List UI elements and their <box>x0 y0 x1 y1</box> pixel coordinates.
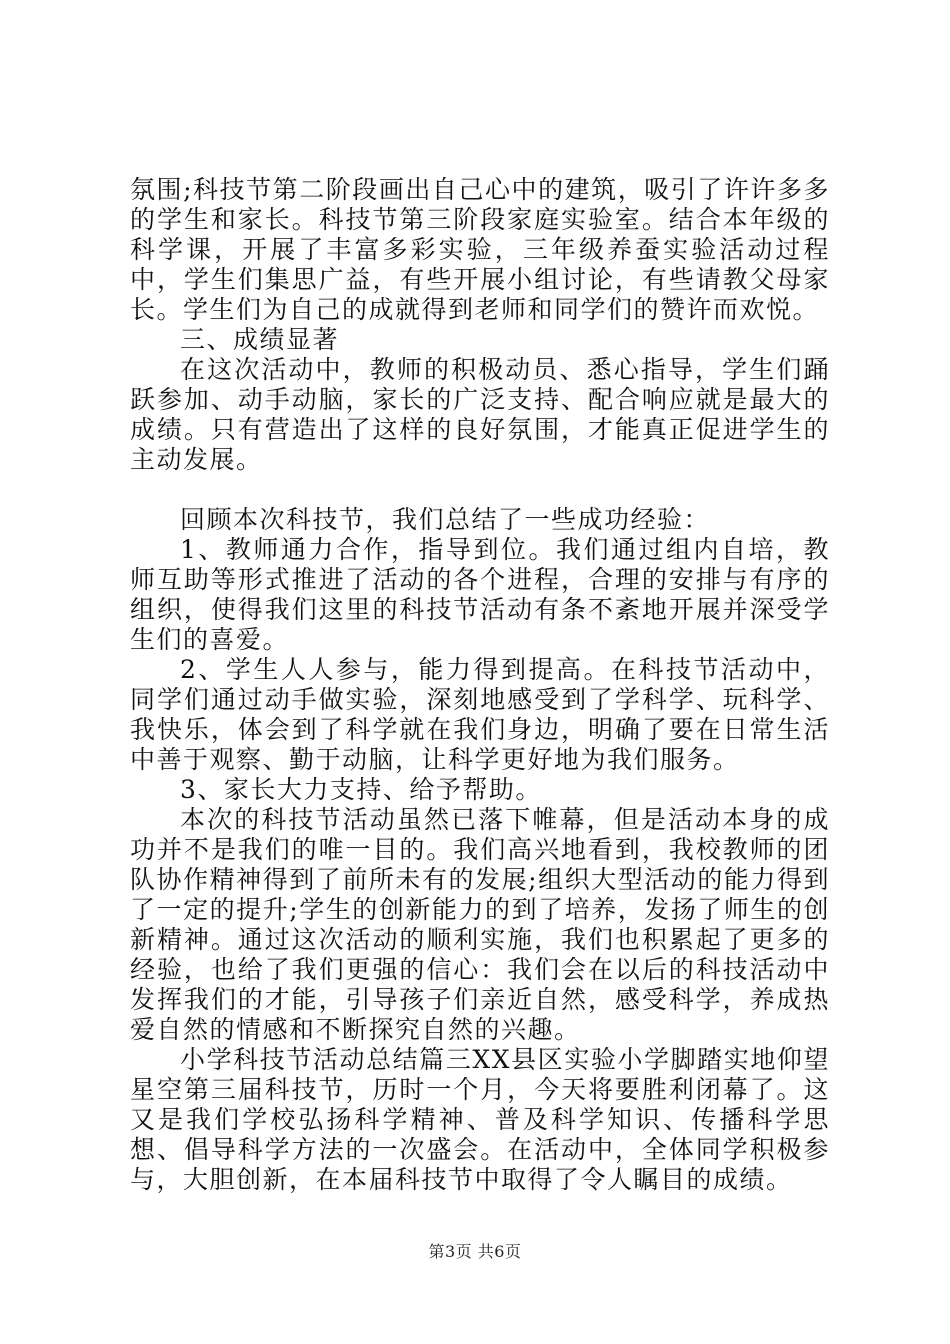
paragraph-experience-1: 1、教师通力合作，指导到位。我们通过组内自培，教师互助等形式推进了活动的各个进程，合理的安排与有序的组织，使得我们这里的科技节活动有条不紊地开展并深受学生们的喜爱。 <box>130 535 830 654</box>
paragraph-experience-2: 2、学生人人参与，能力得到提高。在科技节活动中，同学们通过动手做实验，深刻地感受到了学科学、玩科学、我快乐，体会到了科学就在我们身边，明确了要在日常生活中善于观察、勤于动脑，让科学更好地为我们服务。 <box>130 655 830 774</box>
paragraph-achievements: 在这次活动中，教师的积极动员、悉心指导，学生们踊跃参加、动手动脑，家长的广泛支持、配合响应就是最大的成绩。只有营造出了这样的良好氛围，才能真正促进学生的主动发展。 <box>130 355 830 474</box>
paragraph-experience-3: 3、家长大力支持、给予帮助。 <box>180 775 542 804</box>
page-number-footer: 第3页 共6页 <box>428 1242 522 1261</box>
paragraph-review-intro: 回顾本次科技节，我们总结了一些成功经验： <box>180 505 711 534</box>
document-body <box>130 175 830 1195</box>
section-heading-achievements: 三、成绩显著 <box>180 325 340 354</box>
paragraph-continuation: 氛围;科技节第二阶段画出自己心中的建筑，吸引了许许多多的学生和家长。科技节第三阶段家庭实验室。结合本年级的科学课，开展了丰富多彩实验，三年级养蚕实验活动过程中，学生们集思广益，有些开展小组讨论，有些请教父母家长。学生们为自己的成就得到老师和同学们的赞许而欢悦。 <box>130 175 830 324</box>
paragraph-gap <box>130 475 830 505</box>
paragraph-conclusion: 本次的科技节活动虽然已落下帷幕，但是活动本身的成功并不是我们的唯一目的。我们高兴地看到，我校教师的团队协作精神得到了前所未有的发展;组织大型活动的能力得到了一定的提升;学生的创新能力的到了培养，发扬了师生的创新精神。通过这次活动的顺利实施，我们也积累起了更多的经验，也给了我们更强的信心：我们会在以后的科技活动中发挥我们的才能，引导孩子们亲近自然，感受科学，养成热爱自然的情感和不断探究自然的兴趣。 <box>130 805 830 1044</box>
paragraph-part-three: 小学科技节活动总结篇三XX县区实验小学脚踏实地仰望星空第三届科技节，历时一个月，今天将要胜利闭幕了。这又是我们学校弘扬科学精神、普及科学知识、传播科学思想、倡导科学方法的一次盛会。在活动中，全体同学积极参与，大胆创新，在本届科技节中取得了令人瞩目的成绩。 <box>130 1045 830 1194</box>
